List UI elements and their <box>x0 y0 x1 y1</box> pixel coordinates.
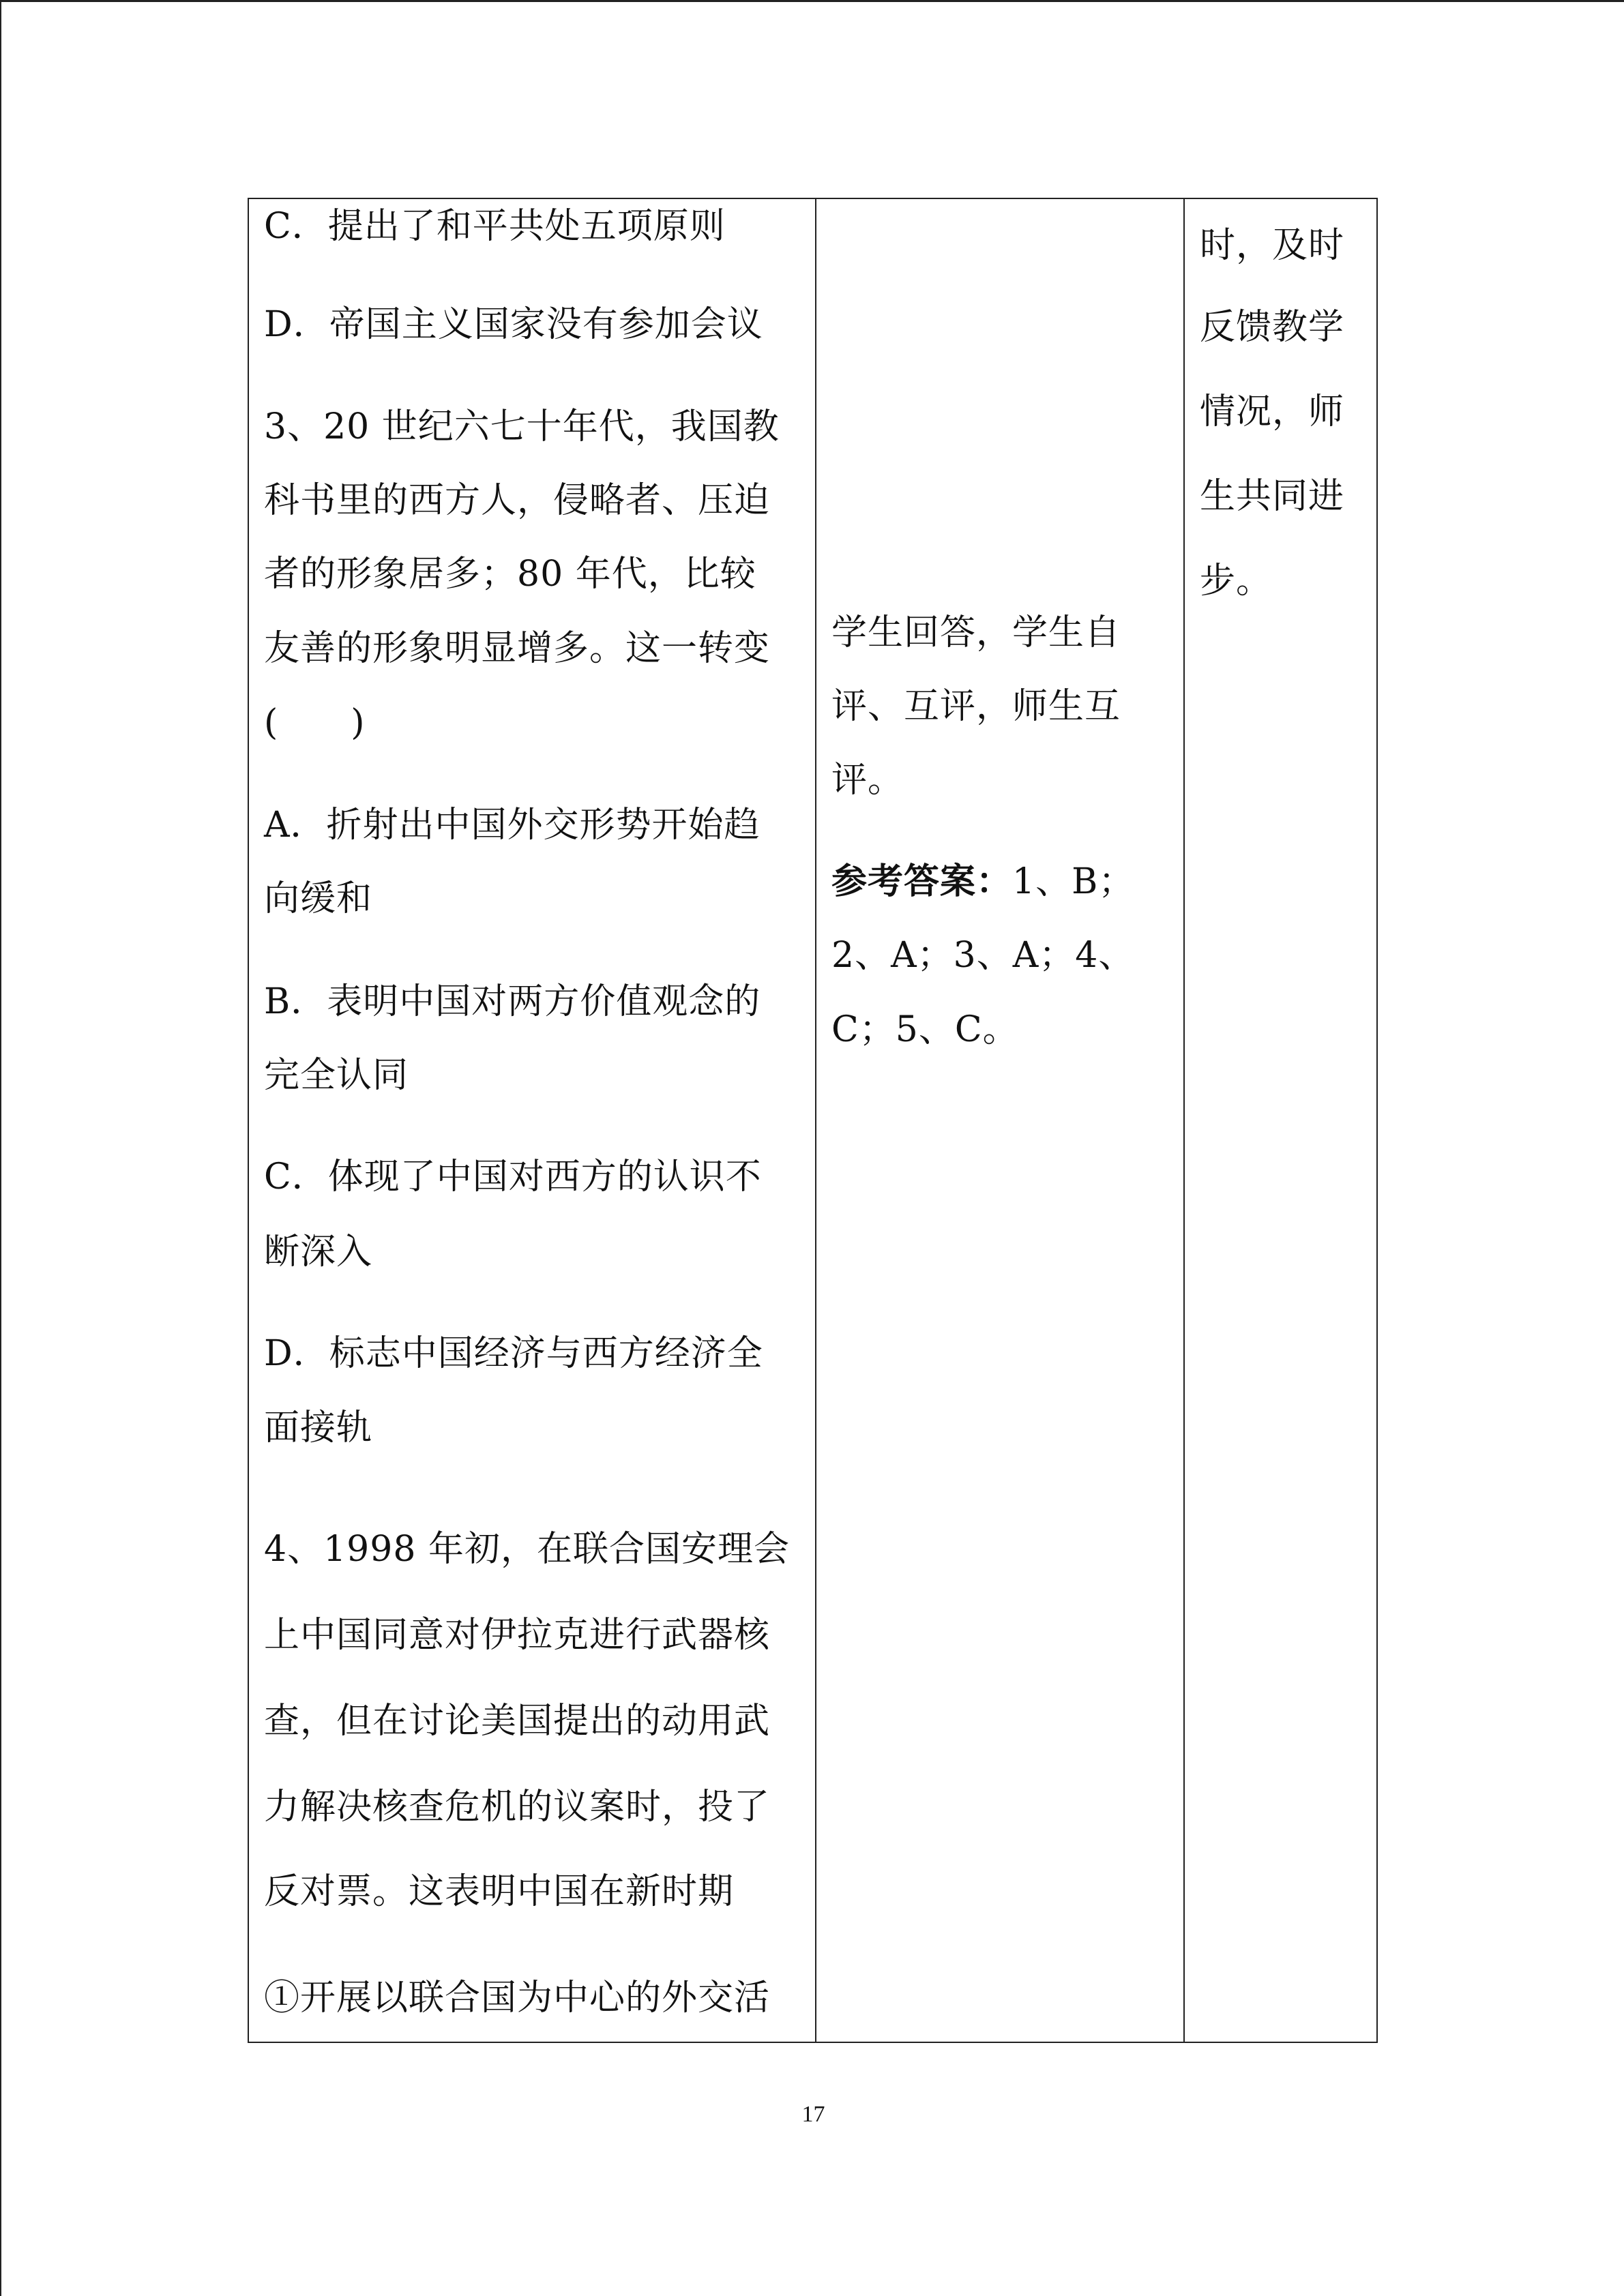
exercise-line: 查，但在讨论美国提出的动用武 <box>264 1701 771 1742</box>
activity-line: 学生回答，学生自 <box>831 612 1121 653</box>
exercise-line: 4、1998 年初，在联合国安理会 <box>264 1529 790 1570</box>
exercise-line: 力解决核查危机的议案时，投了 <box>264 1787 771 1828</box>
intent-line: 反馈教学 <box>1200 307 1345 348</box>
intent-line: 时，及时 <box>1200 225 1345 266</box>
page-number: 17 <box>801 2102 825 2127</box>
student-activity-column <box>816 199 1185 2042</box>
intent-line: 生共同进 <box>1200 476 1345 517</box>
exercise-line: A．折射出中国外交形势开始趋 <box>264 805 761 846</box>
exercise-column <box>249 199 816 2042</box>
exercise-line: 反对票。这表明中国在新时期 <box>264 1871 735 1912</box>
exercise-line: D．标志中国经济与西方经济全 <box>264 1333 763 1374</box>
intent-line: 情况，师 <box>1200 391 1345 432</box>
exercise-line: C．提出了和平共处五项原则 <box>264 206 726 247</box>
answer-line <box>831 860 1134 904</box>
exercise-line: 面接轨 <box>264 1407 373 1448</box>
answer-line: C；5、C。 <box>831 1009 1019 1050</box>
exercise-line: 完全认同 <box>264 1055 409 1096</box>
exercise-line: 断深入 <box>264 1232 373 1272</box>
exercise-line: 者的形象居多；80 年代，比较 <box>264 554 756 595</box>
exercise-line: 友善的形象明显增多。这一转变 <box>264 628 771 669</box>
exercise-line: C．体现了中国对西方的认识不 <box>264 1157 762 1197</box>
exercise-line: 向缓和 <box>264 878 373 919</box>
answer-label: 参考答案： <box>831 861 1013 902</box>
activity-line: 评、互评，师生互 <box>831 686 1121 727</box>
intent-line: 步。 <box>1200 561 1273 601</box>
design-intent-column <box>1185 199 1379 2042</box>
exercise-line: 上中国同意对伊拉克进行武器核 <box>264 1615 771 1656</box>
exercise-line: ①开展以联合国为中心的外交活 <box>264 1978 771 2018</box>
exercise-line: B．表明中国对两方价值观念的 <box>264 981 761 1022</box>
exercise-line: 科书里的西方人，侵略者、压迫 <box>264 480 771 521</box>
lesson-table <box>248 198 1378 2043</box>
exercise-line: D．帝国主义国家没有参加会议 <box>264 304 763 345</box>
exercise-line: ( ) <box>264 702 366 743</box>
exercise-line: 3、20 世纪六七十年代，我国教 <box>264 406 780 447</box>
activity-line: 评。 <box>831 760 904 801</box>
answer-text: 1、B； <box>1012 861 1135 902</box>
answer-line: 2、A；3、A；4、 <box>831 935 1135 976</box>
